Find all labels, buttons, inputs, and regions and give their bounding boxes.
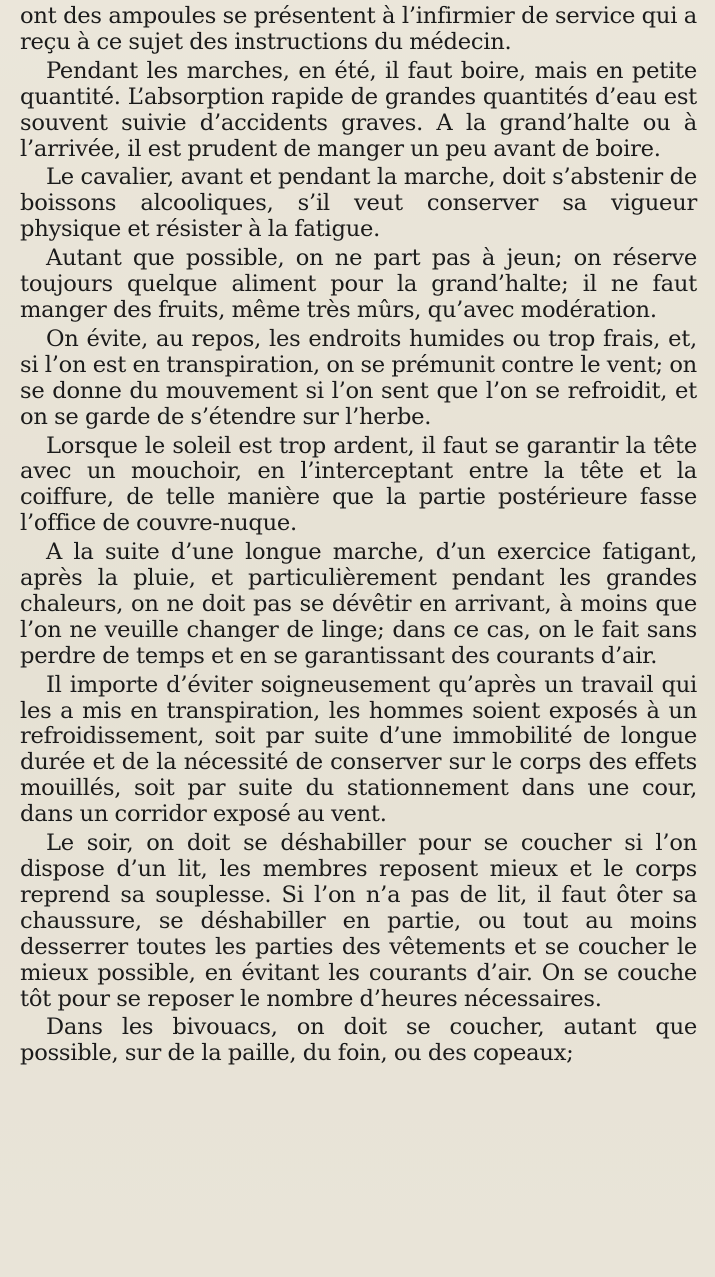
paragraph-bivouacs: Dans les bivouacs, on doit se coucher, autant que possible, sur de la paille, du foin, ou des copeaux; [20,1014,697,1067]
paragraph-ampoules: ont des ampoules se présentent à l’infirmier de service qui a reçu à ce sujet des instructions du médecin. [20,3,697,55]
paragraph-boissons-alcooliques: Le cavalier, avant et pendant la marche, doit s’abstenir de boissons alcooliques, s’il veut conserver sa vigueur physique et résister à la fatigue. [20,164,697,243]
paragraph-soleil: Lorsque le soleil est trop ardent, il faut se garantir la tête avec un mouchoir, en l’interceptant entre la tête et la coiffure, de telle manière que la partie postérieure fasse l’office de couvre-nuque. [20,432,697,537]
paragraph-jeun: Autant que possible, on ne part pas à jeun; on réserve toujours quelque aliment pour la grand’halte; il ne faut manger des fruits, même très mûrs, qu’avec modération. [20,245,697,323]
paragraph-refroidissement: Il importe d’éviter soigneusement qu’après un travail qui les a mis en transpiration, les hommes soient exposés à un refroidissement, soit par suite d’une immobilité de longue durée et de la nécessité de conserver sur le corps des effets mouillés, soit par suite du stationnement dans une cour, dans un corridor exposé au vent. [20,671,697,828]
paragraph-soir: Le soir, on doit se déshabiller pour se coucher si l’on dispose d’un lit, les membres reposent mieux et le corps reprend sa souplesse. Si l’on n’a pas de lit, il faut ôter sa chaussure, se déshabiller en partie, ou tout au moins desserrer toutes les parties des vêtements et se coucher le mieux possible, en évitant les courants d’air. On se couche tôt pour se reposer le nombre d’heures nécessaires. [20,830,697,1012]
paragraph-repos: On évite, au repos, les endroits humides ou trop frais, et, si l’on est en transpiration, on se prémunit contre le vent; on se donne du mouvement si l’on sent que l’on se refroidit, et on se garde de s’étendre sur l’herbe. [20,325,697,430]
paragraph-longue-marche: A la suite d’une longue marche, d’un exercice fatigant, après la pluie, et particulièrement pendant les grandes chaleurs, on ne doit pas se dévêtir en arrivant, à moins que l’on ne veuille changer de linge; dans ce cas, on le fait sans perdre de temps et en se garantissant des courants d’air. [20,539,697,669]
paragraph-boire: Pendant les marches, en été, il faut boire, mais en petite quantité. L’absorption rapide de grandes quantités d’eau est souvent suivie d’accidents graves. A la grand’halte ou à l’arrivée, il est prudent de manger un peu avant de boire. [20,57,697,162]
